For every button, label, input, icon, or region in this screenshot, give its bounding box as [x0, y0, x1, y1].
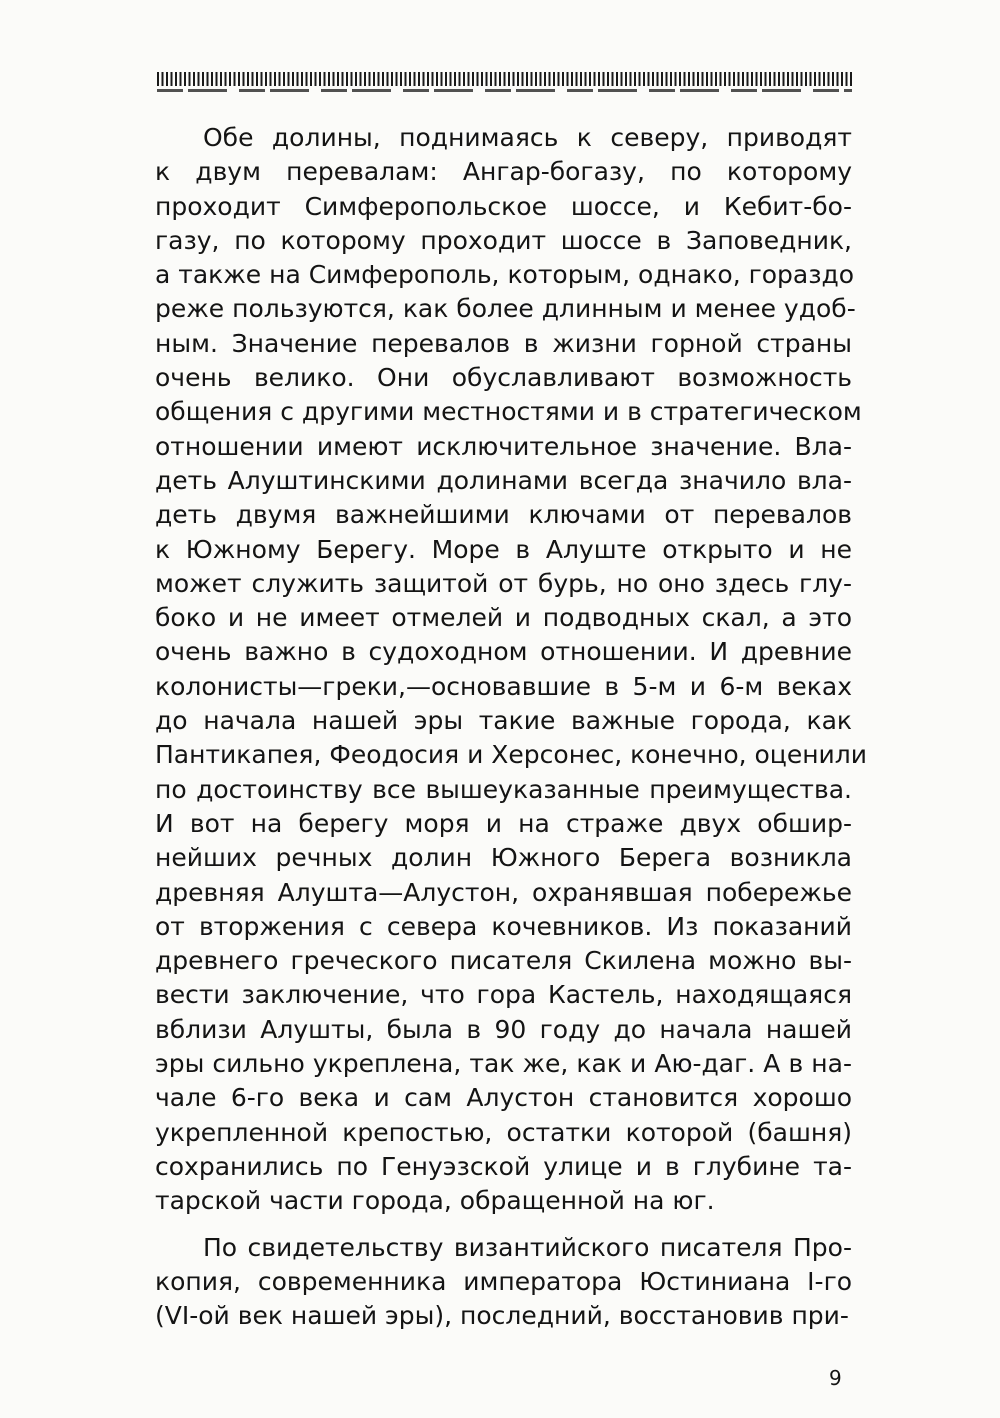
- text-line: сохранились по Генуэзской улице и в глубине та-: [155, 1151, 852, 1181]
- text-line: деть Алуштинскими долинами всегда значило вла-: [155, 465, 852, 495]
- text-line: Пантикапея, Феодосия и Херсонес, конечно, оценили: [155, 740, 868, 770]
- text-line: от вторжения с севера кочевников. Из показаний: [155, 911, 852, 941]
- paragraph-2: [155, 1231, 852, 1334]
- page-number: 9: [829, 1366, 842, 1390]
- text-line: Обе долины, поднимаясь к северу, приводят: [203, 123, 852, 152]
- text-line: отношении имеют исключительное значение. Вла-: [155, 431, 852, 461]
- text-line: а также на Симферополь, которым, однако, гораздо: [155, 260, 855, 290]
- text-line: чале 6-го века и сам Алустон становится хорошо: [155, 1083, 852, 1113]
- text-line: деть двумя важнейшими ключами от перевалов: [155, 500, 852, 530]
- header-ornament-rule: [157, 89, 852, 92]
- text-line: реже пользуются, как более длинным и менее удоб-: [155, 294, 856, 324]
- text-line: древняя Алушта—Алустон, охранявшая побережье: [155, 877, 852, 907]
- text-line: И вот на берегу моря и на страже двух обшир-: [155, 808, 852, 838]
- text-line: вблизи Алушты, была в 90 году до начала нашей: [155, 1014, 852, 1044]
- text-line: (VI-ой век нашей эры), последний, восстановив при-: [155, 1301, 849, 1331]
- text-line: газу, по которому проходит шоссе в Заповедник,: [155, 225, 852, 255]
- text-line: колонисты—греки,—основавшие в 5-м и 6-м веках: [155, 671, 852, 701]
- text-line: общения с другими местностями и в стратегическом: [155, 397, 862, 427]
- text-line: древнего греческого писателя Скилена можно вы-: [155, 946, 852, 976]
- text-line: боко и не имеет отмелей и подводных скал, а это: [155, 603, 852, 633]
- text-line: очень важно в судоходном отношении. И древние: [155, 637, 852, 667]
- text-line: по достоинству все вышеуказанные преимущества.: [155, 774, 852, 804]
- body-text: [155, 121, 868, 1333]
- text-line: эры сильно укреплена, так же, как и Аю-даг. А в на-: [155, 1049, 852, 1079]
- text-line: По свидетельству византийского писателя Про-: [203, 1232, 852, 1262]
- text-line: может служить защитой от бурь, но оно здесь глу-: [155, 568, 852, 598]
- text-line: вести заключение, что гора Кастель, находящаяся: [155, 980, 852, 1010]
- text-line: до начала нашей эры такие важные города, как: [155, 706, 852, 736]
- text-line: к Южному Берегу. Море в Алуште открыто и не: [155, 534, 852, 564]
- text-line: копия, современника императора Юстиниана I-го: [155, 1266, 852, 1296]
- text-line: тарской части города, обращенной на юг.: [155, 1186, 715, 1216]
- header-ornament: [157, 72, 852, 86]
- text-line: укрепленной крепостью, остатки которой (башня): [155, 1117, 852, 1147]
- text-line: очень велико. Они обуславливают возможность: [155, 363, 852, 393]
- text-line: проходит Симферопольское шоссе, и Кебит-бо-: [155, 191, 852, 221]
- text-line: нейших речных долин Южного Берега возникла: [155, 843, 852, 873]
- text-line: к двум перевалам: Ангар-богазу, по которому: [155, 157, 852, 187]
- paragraph-1: [155, 121, 868, 1219]
- text-line: ным. Значение перевалов в жизни горной страны: [155, 328, 852, 358]
